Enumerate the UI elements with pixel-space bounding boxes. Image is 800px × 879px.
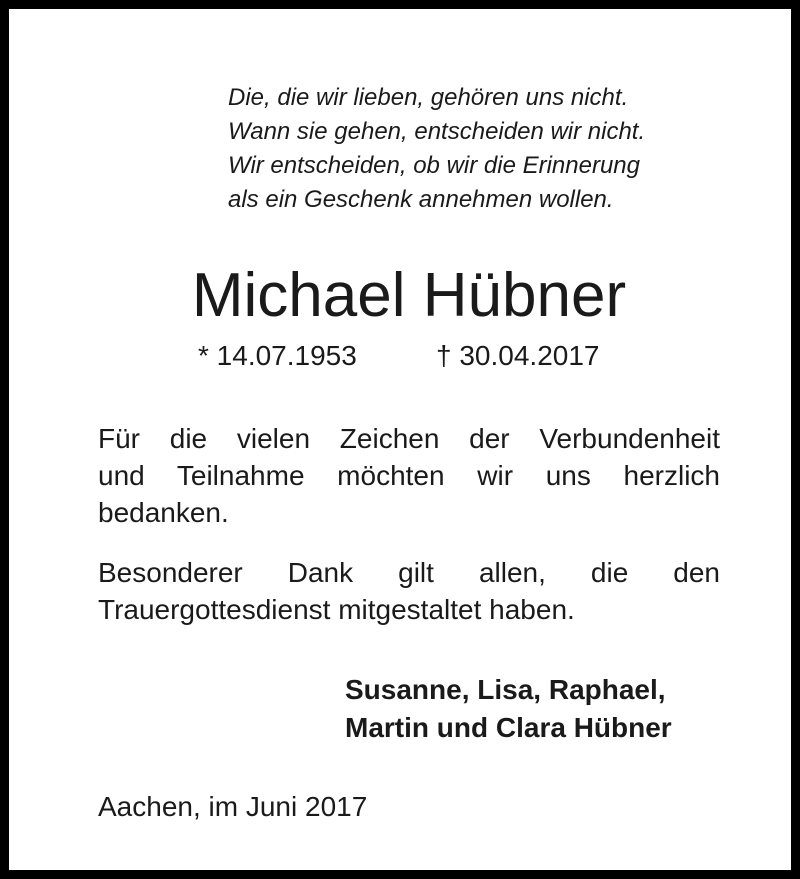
signature-line: Martin und Clara Hübner (345, 712, 672, 743)
signature-line: Susanne, Lisa, Raphael, (345, 674, 666, 705)
poem-line: als ein Geschenk annehmen wollen. (228, 186, 614, 213)
poem-line: Die, die wir lieben, gehören uns nicht. (228, 84, 629, 111)
birth-date: * 14.07.1953 (198, 340, 357, 371)
paragraph-line: Besonderer Dank gilt allen, die den (98, 557, 720, 588)
paragraph-line: Trauergottesdienst mitgestaltet haben. (98, 594, 575, 625)
family-signature (345, 671, 672, 747)
poem-line: Wann sie gehen, entscheiden wir nicht. (228, 118, 646, 145)
paragraph-line: bedanken. (98, 497, 229, 528)
poem-line: Wir entscheiden, ob wir die Erinnerung (228, 152, 640, 179)
poem-quote (228, 81, 748, 217)
place-and-date: Aachen, im Juni 2017 (98, 791, 368, 822)
thanks-paragraph (98, 420, 720, 531)
paragraph-line: Für die vielen Zeichen der Verbundenheit (98, 423, 720, 454)
deceased-name: Michael Hübner (191, 261, 627, 330)
paragraph-line: und Teilnahme möchten wir uns herzlich (98, 460, 720, 491)
special-thanks-paragraph (98, 554, 720, 628)
death-date: † 30.04.2017 (436, 340, 600, 371)
